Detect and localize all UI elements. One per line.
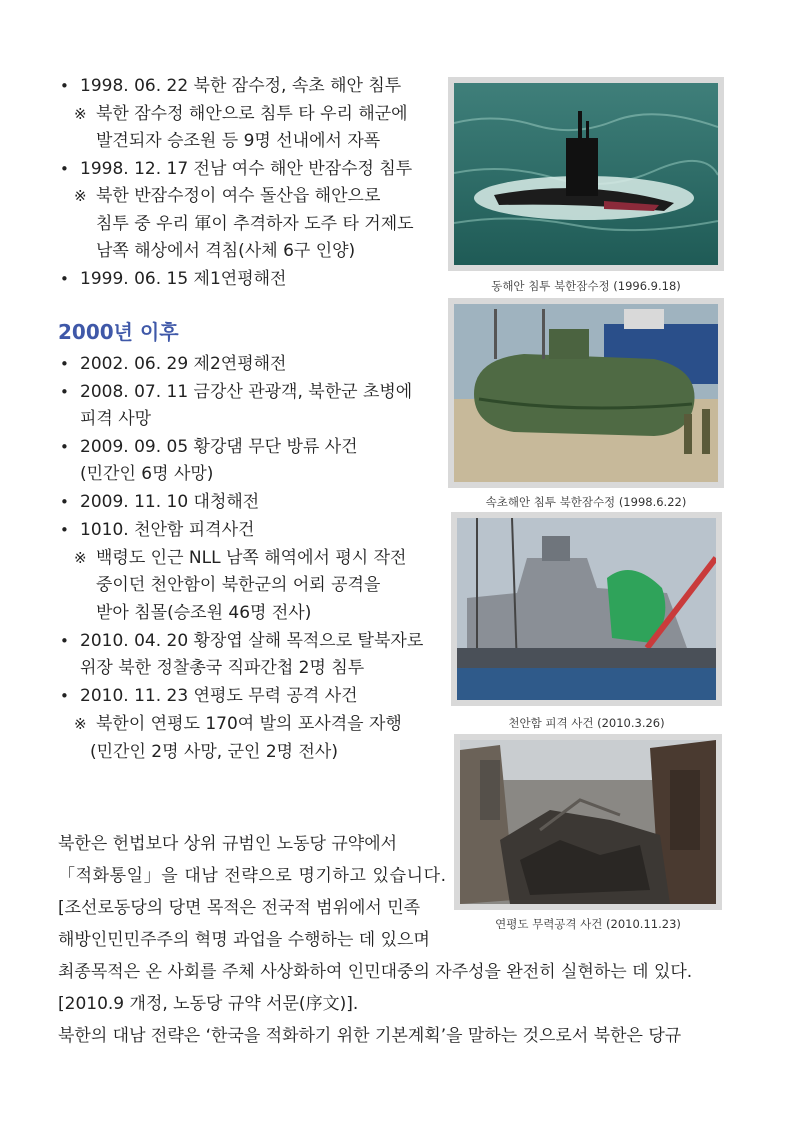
- timeline-note-line: 침투 중 우리 軍이 추격하자 도주 타 거제도: [96, 214, 414, 234]
- section-title: 2000년 이후: [58, 320, 179, 344]
- timeline-item-cont: 위장 북한 정찰총국 직파간첩 2명 침투: [80, 658, 365, 678]
- bullet-icon: •: [60, 355, 69, 373]
- timeline-item: 1998. 06. 22 북한 잠수정, 속초 해안 침투: [80, 76, 402, 96]
- body-paragraph-line: 북한의 대남 전략은 ‘한국을 적화하기 위한 기본계획’을 말하는 것으로서 북한은 당규: [58, 1026, 682, 1046]
- photo-caption: 천안함 피격 사건 (2010.3.26): [508, 716, 665, 730]
- timeline-note-line: 북한이 연평도 170여 발의 포사격을 자행: [96, 714, 402, 734]
- note-mark-icon: ※: [74, 187, 87, 205]
- bullet-icon: •: [60, 160, 69, 178]
- photo-yeonpyeong-attack: [454, 734, 722, 910]
- body-paragraph-line: [2010.9 개정, 노동당 규약 서문(序文)].: [58, 994, 359, 1014]
- note-mark-icon: ※: [74, 105, 87, 123]
- timeline-item: 2010. 11. 23 연평도 무력 공격 사건: [80, 686, 358, 706]
- bullet-icon: •: [60, 77, 69, 95]
- timeline-note-line: (민간인 2명 사망, 군인 2명 전사): [90, 742, 338, 762]
- body-paragraph-line: 북한은 헌법보다 상위 규범인 노동당 규약에서: [58, 834, 398, 854]
- bullet-icon: •: [60, 521, 69, 539]
- photo-caption: 연평도 무력공격 사건 (2010.11.23): [495, 917, 681, 931]
- timeline-note-line: 중이던 천안함이 북한군의 어뢰 공격을: [96, 575, 381, 595]
- bullet-icon: •: [60, 493, 69, 511]
- timeline-note-line: 북한 반잠수정이 여수 돌산읍 해안으로: [96, 186, 381, 206]
- timeline-item-cont: (민간인 6명 사망): [80, 464, 214, 484]
- note-mark-icon: ※: [74, 549, 87, 567]
- timeline-item: 2010. 04. 20 황장엽 살해 목적으로 탈북자로: [80, 631, 424, 651]
- note-mark-icon: ※: [74, 715, 87, 733]
- bullet-icon: •: [60, 438, 69, 456]
- timeline-item: 1010. 천안함 피격사건: [80, 520, 255, 540]
- body-paragraph-line: [조선로동당의 당면 목적은 전국적 범위에서 민족: [58, 898, 421, 918]
- photo-submarine-east-coast: [448, 77, 724, 271]
- photo-cheonan-ship: [451, 512, 722, 706]
- photo-submarine-sokcho: [448, 298, 724, 488]
- photo-caption: 속초해안 침투 북한잠수정 (1998.6.22): [485, 495, 687, 509]
- timeline-item: 2009. 11. 10 대청해전: [80, 492, 260, 512]
- timeline-item: 2002. 06. 29 제2연평해전: [80, 354, 287, 374]
- bullet-icon: •: [60, 383, 69, 401]
- timeline-note-line: 받아 침몰(승조원 46명 전사): [96, 603, 312, 623]
- timeline-note-line: 발견되자 승조원 등 9명 선내에서 자폭: [96, 131, 381, 151]
- bullet-icon: •: [60, 270, 69, 288]
- timeline-note-line: 백령도 인근 NLL 남쪽 해역에서 평시 작전: [96, 548, 407, 568]
- photo-caption: 동해안 침투 북한잠수정 (1996.9.18): [491, 279, 681, 293]
- body-paragraph-line: 해방인민민주주의 혁명 과업을 수행하는 데 있으며: [58, 930, 430, 950]
- timeline-item: 2008. 07. 11 금강산 관광객, 북한군 초병에: [80, 382, 413, 402]
- bullet-icon: •: [60, 632, 69, 650]
- bullet-icon: •: [60, 687, 69, 705]
- timeline-item: 1998. 12. 17 전남 여수 해안 반잠수정 침투: [80, 159, 413, 179]
- body-paragraph-line: 최종목적은 온 사회를 주체 사상화하여 인민대중의 자주성을 완전히 실현하는 데 있다.: [58, 962, 693, 982]
- timeline-note-line: 북한 잠수정 해안으로 침투 타 우리 해군에: [96, 104, 408, 124]
- timeline-item-cont: 피격 사망: [80, 409, 152, 429]
- body-paragraph-line: 「적화통일」을 대남 전략으로 명기하고 있습니다.: [58, 866, 447, 886]
- timeline-note-line: 남쪽 해상에서 격침(사체 6구 인양): [96, 241, 356, 261]
- timeline-item: 2009. 09. 05 황강댐 무단 방류 사건: [80, 437, 358, 457]
- timeline-item: 1999. 06. 15 제1연평해전: [80, 269, 287, 289]
